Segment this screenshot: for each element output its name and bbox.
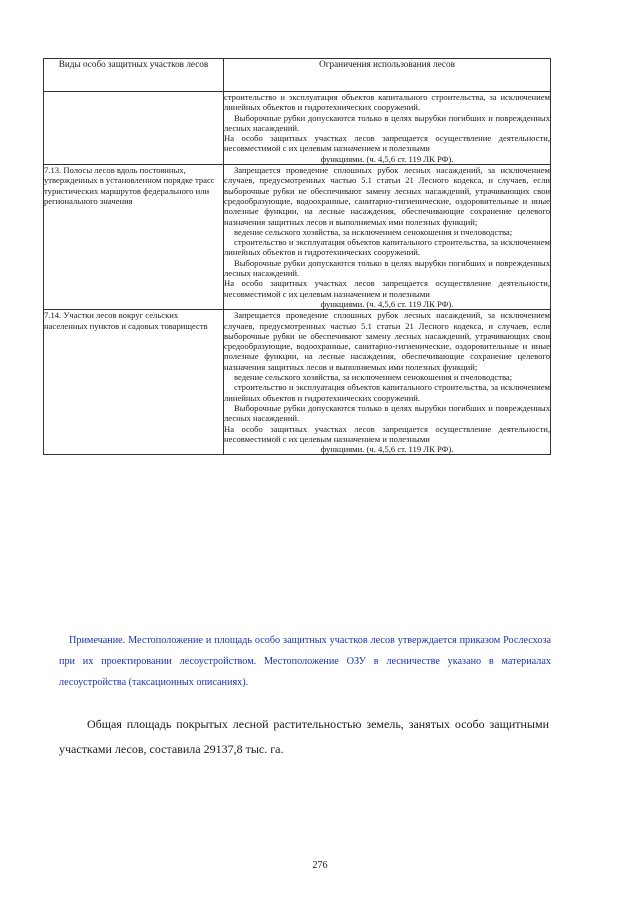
table-header-row	[44, 59, 551, 92]
header-restrictions: Ограничения использования лесов	[224, 59, 551, 92]
restrictions-cell	[224, 310, 551, 455]
restrictions-cell	[224, 92, 551, 165]
restrictions-table	[43, 58, 551, 455]
blue-note: Примечание. Местоположение и площадь особо защитных участков лесов утверждается приказом Рослесхоза при их проектировании лесоустройством. Местоположение ОЗУ в лесничестве указано в материалах лесоустройства (таксационных описаниях).	[59, 635, 551, 688]
restriction-paragraph: Выборочные рубки допускаются только в целях вырубки погибших и поврежденных лесных насаждений.	[224, 112, 550, 133]
table-row	[44, 310, 551, 455]
restrictions-cell	[224, 165, 551, 310]
restriction-paragraph: ведение сельского хозяйства, за исключением сенокошения и пчеловодства;	[234, 226, 513, 237]
protective-area-name: 7.13. Полосы лесов вдоль постоянных, утвержденных в установленном порядке трасс туристических маршрутов федерального или регионального значения	[44, 165, 224, 310]
restriction-paragraph: Выборочные рубки допускаются только в целях вырубки погибших и поврежденных лесных насаждений.	[224, 402, 550, 424]
restriction-paragraph: На особо защитных участках лесов запрещается осуществление деятельности, несовместимой с их целевым назначением и полезными	[224, 278, 550, 299]
restriction-paragraph: Запрещается проведение сплошных рубок лесных насаждений, за исключением случаев, предусмотренных частью 5.1 статьи 21 Лесного кодекса, и случаев, если выборочные рубки не обеспечивают замену лесных насаждений, утрачивающих свои средообразующие, водоохранные, санитарно-гигиенические, оздоровительные и иные полезные функции, на лесные насаждения, обеспечивающие сохранение целевого назначения защитных лесов и выполняемых ими полезных функций;	[224, 165, 550, 227]
table-row	[44, 92, 551, 165]
table-body	[44, 92, 551, 455]
restriction-paragraph: На особо защитных участках лесов запрещается осуществление деятельности, несовместимой с их целевым назначением и полезными	[224, 133, 550, 154]
header-protective-areas: Виды особо защитных участков лесов	[44, 59, 224, 92]
restriction-paragraph: Выборочные рубки допускаются только в целях вырубки погибших и поврежденных лесных насаждений.	[224, 257, 550, 279]
restriction-paragraph: строительство и эксплуатация объектов капитального строительства, за исключением линейных объектов и гидротехнических сооружений.	[224, 92, 550, 113]
restriction-paragraph: функциями. (ч. 4,5,6 ст. 119 ЛК РФ).	[320, 298, 454, 309]
page-number: 276	[312, 860, 328, 871]
restriction-paragraph: Запрещается проведение сплошных рубок лесных насаждений, за исключением случаев, предусмотренных частью 5.1 статьи 21 Лесного кодекса, и случаев, если выборочные рубки не обеспечивают замену лесных насаждений, утрачивающих свои средообразующие, водоохранные, санитарно-гигиенические, оздоровительные и иные полезные функции, на лесные насаждения, обеспечивающие сохранение целевого назначения защитных лесов и выполняемых ими полезных функций;	[224, 310, 550, 372]
restriction-paragraph: На особо защитных участках лесов запрещается осуществление деятельности, несовместимой с их целевым назначением и полезными	[224, 423, 550, 444]
table-row	[44, 165, 551, 310]
restriction-paragraph: строительство и эксплуатация объектов капитального строительства, за исключением линейных объектов и гидротехнических сооружений.	[224, 382, 550, 403]
restriction-paragraph: ведение сельского хозяйства, за исключением сенокошения и пчеловодства;	[234, 372, 513, 383]
restriction-paragraph: функциями. (ч. 4,5,6 ст. 119 ЛК РФ).	[320, 153, 454, 164]
protective-area-name	[44, 92, 224, 165]
summary-paragraph: Общая площадь покрытых лесной растительностью земель, занятых особо защитными участками лесов, составила 29137,8 тыс. га.	[59, 717, 549, 756]
restriction-paragraph: функциями. (ч. 4,5,6 ст. 119 ЛК РФ).	[320, 444, 454, 455]
protective-area-name: 7.14. Участки лесов вокруг сельских населенных пунктов и садовых товариществ	[44, 310, 224, 455]
restriction-paragraph: строительство и эксплуатация объектов капитального строительства, за исключением линейных объектов и гидротехнических сооружений.	[224, 237, 550, 258]
